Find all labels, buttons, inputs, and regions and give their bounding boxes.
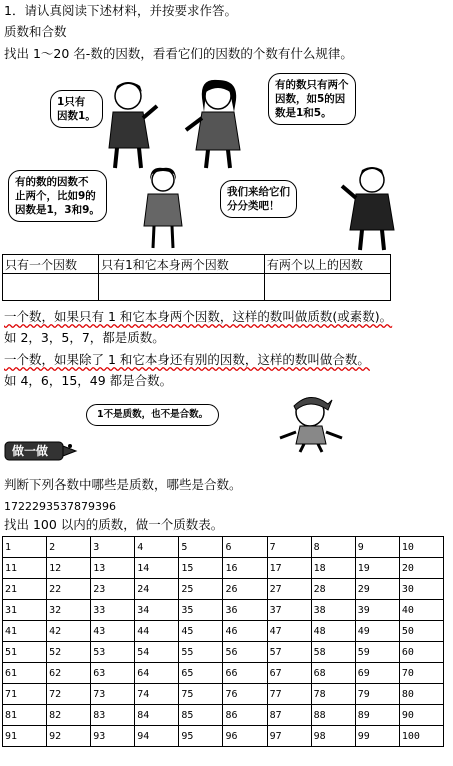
instruction: 找出 1～20 名-数的因数，看看它们的因数的个数有什么规律。 [4, 46, 353, 61]
number-cell[interactable]: 49 [355, 621, 399, 642]
girl-figure-2 [138, 166, 188, 250]
table-row [3, 663, 444, 684]
number-cell[interactable]: 51 [3, 642, 47, 663]
girl-figure-1 [180, 78, 255, 170]
number-cell[interactable]: 97 [267, 726, 311, 747]
number-cell[interactable]: 43 [91, 621, 135, 642]
number-cell[interactable]: 32 [47, 600, 91, 621]
number-cell[interactable]: 16 [223, 558, 267, 579]
number-cell[interactable]: 3 [91, 537, 135, 558]
number-list: 1722293537879396 [4, 500, 116, 513]
number-cell[interactable]: 36 [223, 600, 267, 621]
boy-figure-2 [336, 164, 406, 252]
hundred-number-table [2, 536, 444, 747]
number-cell[interactable]: 88 [311, 705, 355, 726]
number-cell[interactable]: 15 [179, 558, 223, 579]
number-cell[interactable]: 50 [399, 621, 443, 642]
number-cell[interactable]: 56 [223, 642, 267, 663]
number-cell[interactable]: 8 [311, 537, 355, 558]
number-cell[interactable]: 58 [311, 642, 355, 663]
number-cell[interactable]: 34 [135, 600, 179, 621]
number-cell[interactable]: 94 [135, 726, 179, 747]
number-cell[interactable]: 11 [3, 558, 47, 579]
question-title: 1．请认真阅读下述材料，并按要求作答。 [4, 3, 237, 18]
number-cell[interactable]: 2 [47, 537, 91, 558]
number-cell[interactable]: 87 [267, 705, 311, 726]
number-cell[interactable]: 57 [267, 642, 311, 663]
cls-header-one: 只有一个因数 [3, 255, 99, 274]
number-cell[interactable]: 45 [179, 621, 223, 642]
number-cell[interactable]: 14 [135, 558, 179, 579]
number-cell[interactable]: 84 [135, 705, 179, 726]
number-cell[interactable]: 22 [47, 579, 91, 600]
number-cell[interactable]: 53 [91, 642, 135, 663]
number-cell[interactable]: 25 [179, 579, 223, 600]
classification-table [2, 254, 391, 301]
table-row [3, 726, 444, 747]
prime-definition [4, 309, 392, 325]
number-cell[interactable]: 19 [355, 558, 399, 579]
number-cell[interactable]: 30 [399, 579, 443, 600]
number-cell[interactable]: 91 [3, 726, 47, 747]
number-cell[interactable]: 61 [3, 663, 47, 684]
composite-definition-text: 一个数，如果除了 1 和它本身还有别的因数，这样的数叫做合数。 [4, 352, 370, 367]
number-cell[interactable]: 20 [399, 558, 443, 579]
number-cell[interactable]: 24 [135, 579, 179, 600]
number-cell[interactable]: 83 [91, 705, 135, 726]
number-cell[interactable]: 100 [399, 726, 443, 747]
number-cell[interactable]: 65 [179, 663, 223, 684]
number-cell[interactable]: 27 [267, 579, 311, 600]
number-cell[interactable]: 77 [267, 684, 311, 705]
number-cell[interactable]: 78 [311, 684, 355, 705]
number-cell[interactable]: 6 [223, 537, 267, 558]
number-cell[interactable]: 13 [91, 558, 135, 579]
bubble-one-note: 1不是质数，也不是合数。 [86, 404, 219, 426]
number-cell[interactable]: 71 [3, 684, 47, 705]
number-cell[interactable]: 21 [3, 579, 47, 600]
number-cell[interactable]: 17 [267, 558, 311, 579]
number-cell[interactable]: 55 [179, 642, 223, 663]
number-cell[interactable]: 76 [223, 684, 267, 705]
table-row [3, 600, 444, 621]
number-cell[interactable]: 42 [47, 621, 91, 642]
number-cell[interactable]: 72 [47, 684, 91, 705]
number-cell[interactable]: 23 [91, 579, 135, 600]
cls-header-more: 有两个以上的因数 [264, 255, 390, 274]
table-row [3, 684, 444, 705]
number-cell[interactable]: 92 [47, 726, 91, 747]
number-cell[interactable]: 90 [399, 705, 443, 726]
number-cell[interactable]: 64 [135, 663, 179, 684]
number-cell[interactable]: 85 [179, 705, 223, 726]
number-cell[interactable]: 7 [267, 537, 311, 558]
boy-figure-1 [95, 78, 165, 170]
number-cell[interactable]: 96 [223, 726, 267, 747]
number-cell[interactable]: 31 [3, 600, 47, 621]
number-cell[interactable]: 75 [179, 684, 223, 705]
cls-cell-more[interactable] [264, 274, 390, 301]
prime-definition-text: 一个数，如果只有 1 和它本身两个因数，这样的数叫做质数(或素数)。 [4, 309, 393, 324]
number-cell[interactable]: 48 [311, 621, 355, 642]
table-row [3, 558, 444, 579]
number-cell[interactable]: 86 [223, 705, 267, 726]
number-cell[interactable]: 37 [267, 600, 311, 621]
number-cell[interactable]: 12 [47, 558, 91, 579]
number-cell[interactable]: 62 [47, 663, 91, 684]
number-cell[interactable]: 28 [311, 579, 355, 600]
judge-instruction: 判断下列各数中哪些是质数，哪些是合数。 [4, 477, 242, 492]
bubble-two-factors: 有的数只有两个 因数，如5的因 数是1和5。 [268, 73, 356, 125]
bubble-classify: 我们来给它们 分分类吧！ [220, 180, 297, 218]
bubble-more-factors: 有的数的因数不 止两个，比如9的 因数是1，3和9。 [8, 170, 107, 222]
number-cell[interactable]: 38 [311, 600, 355, 621]
number-cell[interactable]: 26 [223, 579, 267, 600]
number-cell[interactable]: 29 [355, 579, 399, 600]
composite-example: 如 4，6，15，49 都是合数。 [4, 373, 173, 388]
cls-cell-two[interactable] [99, 274, 265, 301]
number-cell[interactable]: 82 [47, 705, 91, 726]
number-cell[interactable]: 46 [223, 621, 267, 642]
number-cell[interactable]: 5 [179, 537, 223, 558]
number-cell[interactable]: 69 [355, 663, 399, 684]
number-cell[interactable]: 10 [399, 537, 443, 558]
number-cell[interactable]: 33 [91, 600, 135, 621]
number-cell[interactable]: 81 [3, 705, 47, 726]
number-cell[interactable]: 54 [135, 642, 179, 663]
table-row [3, 642, 444, 663]
table-row [3, 537, 444, 558]
number-cell[interactable]: 89 [355, 705, 399, 726]
number-cell[interactable]: 67 [267, 663, 311, 684]
number-cell[interactable]: 68 [311, 663, 355, 684]
cls-header-two: 只有1和它本身两个因数 [99, 255, 265, 274]
cls-cell-one[interactable] [3, 274, 99, 301]
number-cell[interactable]: 60 [399, 642, 443, 663]
number-cell[interactable]: 95 [179, 726, 223, 747]
section-heading: 质数和合数 [4, 24, 67, 39]
prime-example: 如 2，3，5，7，都是质数。 [4, 330, 165, 345]
number-cell[interactable]: 4 [135, 537, 179, 558]
number-cell[interactable]: 98 [311, 726, 355, 747]
number-cell[interactable]: 66 [223, 663, 267, 684]
number-cell[interactable]: 59 [355, 642, 399, 663]
number-cell[interactable]: 79 [355, 684, 399, 705]
task-instruction: 找出 100 以内的质数，做一个质数表。 [4, 517, 224, 532]
number-cell[interactable]: 93 [91, 726, 135, 747]
number-cell[interactable]: 9 [355, 537, 399, 558]
bubble-one-factor: 1只有 因数1。 [50, 90, 103, 128]
number-cell[interactable]: 40 [399, 600, 443, 621]
number-cell[interactable]: 73 [91, 684, 135, 705]
practice-badge-label: 做一做 [12, 444, 49, 458]
number-cell[interactable]: 52 [47, 642, 91, 663]
number-cell[interactable]: 35 [179, 600, 223, 621]
number-cell[interactable]: 80 [399, 684, 443, 705]
number-cell[interactable]: 44 [135, 621, 179, 642]
table-row [3, 705, 444, 726]
composite-definition [4, 352, 370, 368]
pirate-figure [270, 392, 350, 454]
number-cell[interactable]: 18 [311, 558, 355, 579]
number-cell[interactable]: 39 [355, 600, 399, 621]
number-cell[interactable]: 47 [267, 621, 311, 642]
table-row [3, 621, 444, 642]
number-cell[interactable]: 70 [399, 663, 443, 684]
number-cell[interactable]: 63 [91, 663, 135, 684]
table-row [3, 579, 444, 600]
number-cell[interactable]: 41 [3, 621, 47, 642]
number-cell[interactable]: 99 [355, 726, 399, 747]
number-cell[interactable]: 74 [135, 684, 179, 705]
number-cell[interactable]: 1 [3, 537, 47, 558]
